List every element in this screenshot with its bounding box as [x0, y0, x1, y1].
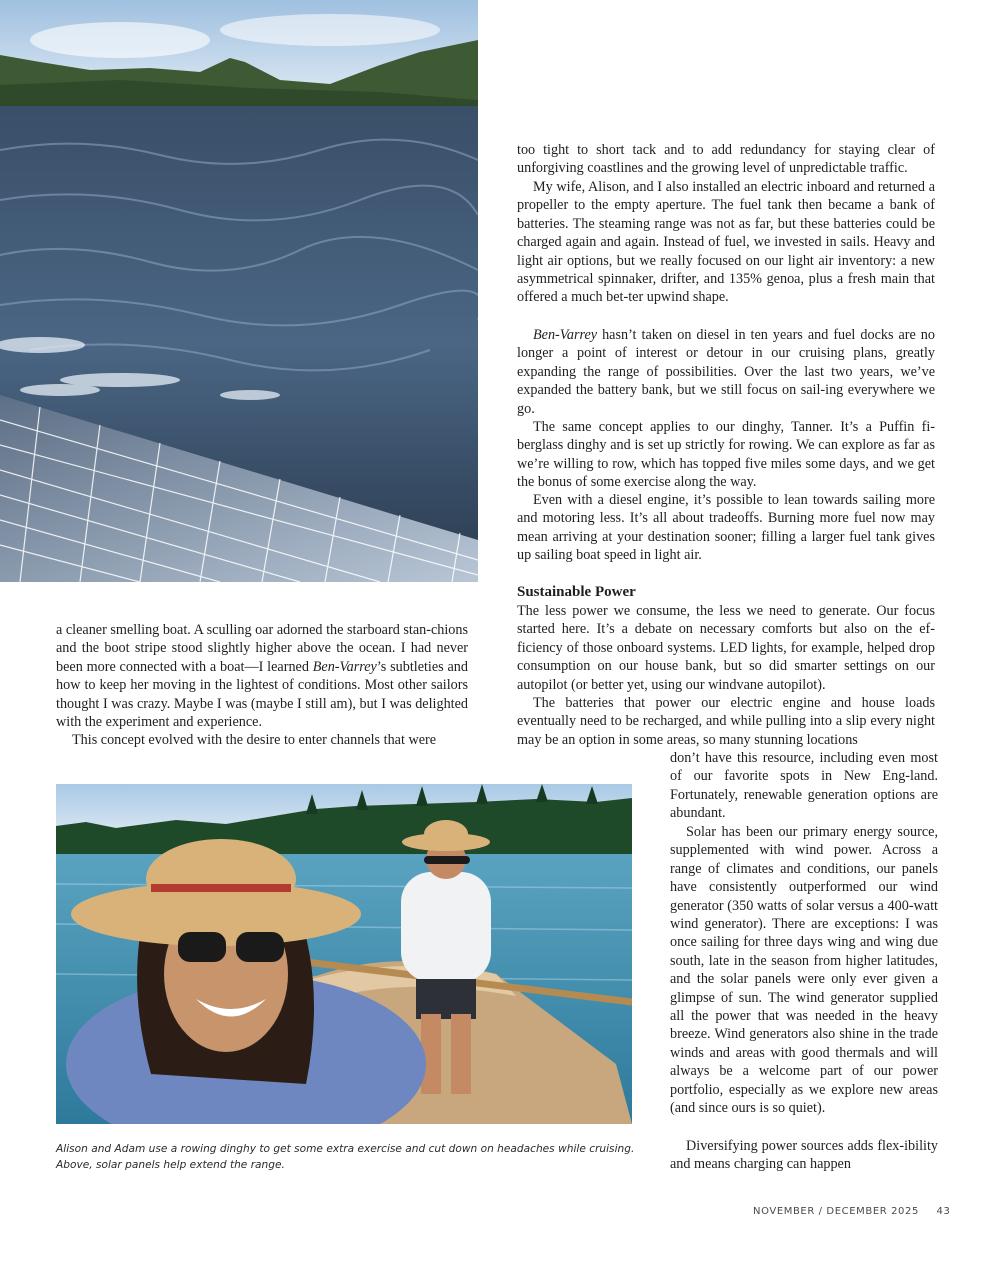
- left-paragraph-1: [56, 621, 468, 731]
- right-paragraph-3: [517, 326, 935, 418]
- right-paragraph-7: The batteries that power our electric engine and house loads eventually need to be recharged, and while pulling into a slip every night may be an option in some areas, so many stunning locations: [517, 695, 935, 748]
- right-paragraph-9: Solar has been our primary energy source, supplemented with wind power. Across a range of climates and conditions, our panels have consistently outperformed our wind generator (350 watts of solar versus a 400-watt wind generator). There are exceptions: I was once sailing for three days wing and wing due south, late in the season from higher latitudes, and the solar panels were only ever given a glimpse of sun. The wind generator supplied all the power that was needed in the heavy breeze. Wind generators also shine in the trade winds and areas with good thermals and will always be a welcome part of our power portfolio, especially as we explore new areas (and since ours is so quiet).: [670, 824, 938, 1117]
- right-paragraph-10: Diversifying power sources adds flex-ibility and means charging can happen: [670, 1138, 938, 1173]
- right-paragraph-6: The less power we consume, the less we need to generate. Our focus started here. It’s a debate on necessary comforts but also on the ef-ficiency of those onboard systems. LED lights, for example, helped drop consumption on our house bank, but so did smarter settings on our autopilot (or better yet, using our windvane autopilot).: [517, 603, 935, 693]
- dinghy-illustration: [56, 784, 632, 1124]
- left-paragraph-2: This concept evolved with the desire to enter channels that were: [72, 732, 437, 748]
- left-paragraph-1-text-b: ’s subtleties and how to keep her moving in the lightest of conditions. Most other sailors thought I was crazy. Maybe I was (maybe I still am), but I was delighted with the experiment and experience.: [56, 658, 468, 731]
- section-heading: Sustainable Power: [517, 584, 636, 600]
- photo-caption: Alison and Adam use a rowing dinghy to get some extra exercise and cut down on headaches while cruising. Above, solar panels help extend the range.: [56, 1143, 635, 1171]
- ocean-solar-photo: [0, 0, 478, 582]
- boat-name: Ben-Varrey: [312, 658, 377, 675]
- rower: [401, 872, 491, 982]
- right-paragraph-4: The same concept applies to our dinghy, Tanner. It’s a Puffin fi-berglass dinghy and is set up strictly for rowing. We can explore as far as we’re willing to row, which has topped five miles some days, and we get the bonus of some exercise along the way.: [517, 419, 935, 491]
- left-paragraph-1-text-a: a cleaner smelling boat. A sculling oar adorned the starboard stan-chions and the boot stripe stood slightly higher above the ocean. I had never been more connected with a boat—I learned: [56, 622, 468, 675]
- right-paragraph-2: My wife, Alison, and I also installed an electric inboard and returned a propeller to the empty aperture. The fuel tank then became a bank of batteries. The steaming range was not as far, but these batteries could be charged again and again. Instead of fuel, we invested in sails. Heavy and light air options, but we really focused on our light air inventory: a new asymmetrical spinnaker, drifter, and 135% genoa, plus a fresh main that offered a much bet-ter upwind shape.: [517, 179, 935, 306]
- dinghy-photo: [56, 784, 632, 1124]
- right-paragraph-3-text: hasn’t taken on diesel in ten years and fuel docks are no longer a point of interest or detour in our cruising plans, greatly expanding the range of possibilities. Over the last two years, we’ve expanded the battery bank, but we still focus on sail-ing everywhere we go.: [517, 327, 935, 417]
- folio: [753, 1206, 950, 1217]
- right-paragraph-5: Even with a diesel engine, it’s possible to lean towards sailing more and motoring less. It’s all about tradeoffs. Burning more fuel now may mean arriving at your destination sooner; filling a larger fuel tank gives up sailing boat speed in light air.: [517, 492, 935, 564]
- issue-date: NOVEMBER / DECEMBER 2025: [753, 1206, 919, 1217]
- boat-name: Ben-Varrey: [533, 327, 598, 343]
- right-paragraph-1: too tight to short tack and to add redundancy for staying clear of unforgiving coastlines and the growing level of unpredictable traffic.: [517, 142, 935, 177]
- right-paragraph-8: don’t have this resource, including even most of our favorite spots in New Eng-land. Fortunately, renewable generation options are abundant.: [670, 750, 938, 822]
- page-number: 43: [936, 1206, 951, 1217]
- ocean-solar-illustration: [0, 0, 478, 582]
